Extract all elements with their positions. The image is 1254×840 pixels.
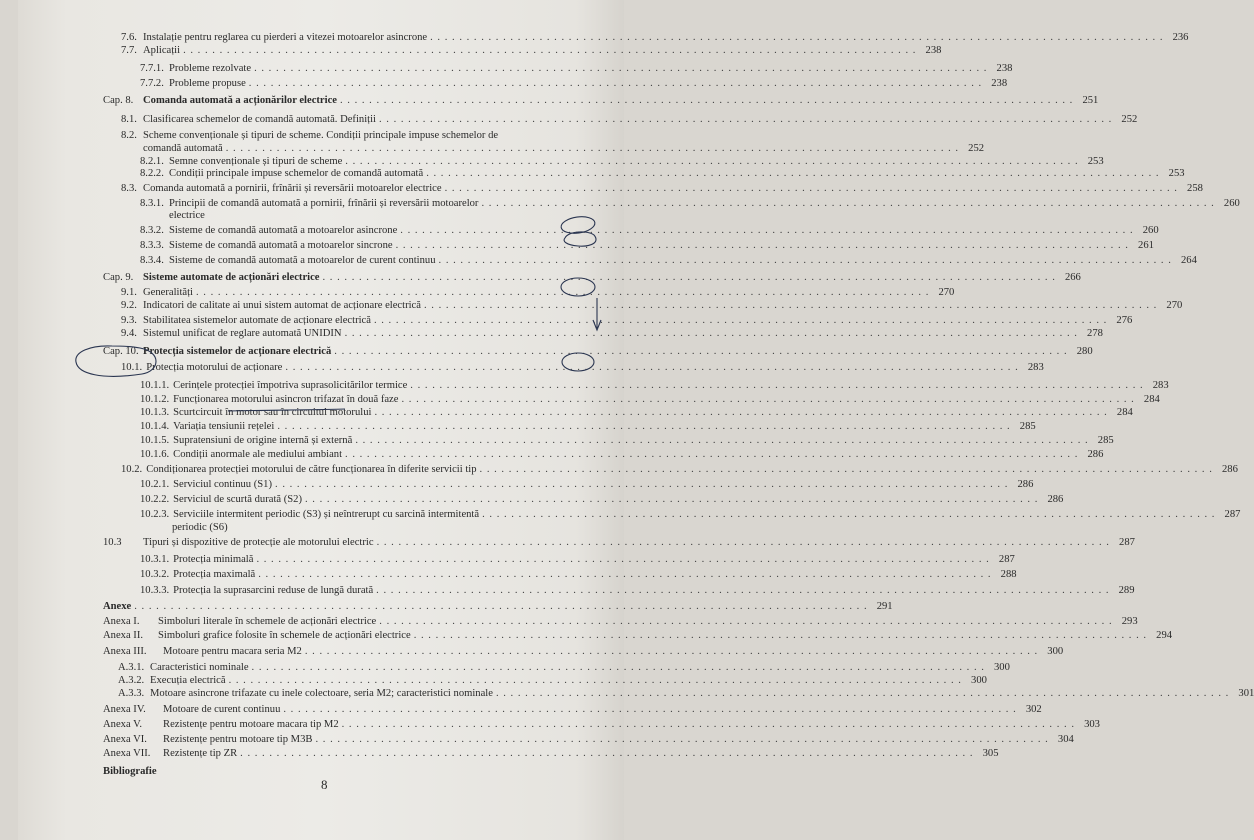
toc-entry (140, 167, 1185, 181)
toc-leader-dots (305, 493, 1038, 507)
toc-entry-title: Motoare pentru macara seria M2 (163, 646, 302, 657)
page-number: 8 (321, 777, 328, 792)
toc-entry-title: Protecția maximală (173, 569, 256, 580)
toc-entry-title: Generalități (143, 287, 193, 298)
toc-entry-number: 9.2. (121, 300, 137, 311)
toc-entry-number: Anexa III. (103, 646, 147, 657)
toc-entry-page: 294 (1156, 630, 1173, 641)
toc-entry (140, 77, 1008, 91)
toc-leader-dots (496, 687, 1229, 701)
toc-entry (103, 271, 1081, 285)
toc-entry-title: Probleme propuse (169, 78, 246, 89)
toc-leader-dots (355, 434, 1088, 448)
toc-entry-number: A.3.3. (118, 688, 145, 699)
toc-entry-number: 10.3.3. (140, 585, 170, 596)
toc-entry-title: Serviciul continuu (S1) (173, 479, 273, 490)
toc-leader-dots (345, 448, 1078, 462)
toc-entry (169, 209, 604, 223)
toc-entry (140, 434, 1114, 448)
toc-entry-page: 270 (938, 287, 955, 298)
toc-entry-number: 7.6. (121, 32, 137, 43)
toc-entry-page: 238 (996, 63, 1013, 74)
toc-entry-number: 7.7.1. (140, 63, 164, 74)
toc-entry-page: 287 (1224, 509, 1241, 520)
toc-entry (121, 314, 1133, 328)
toc-entry-page: 286 (1087, 449, 1104, 460)
toc-entry-number: 8.1. (121, 114, 137, 125)
toc-entry (103, 718, 1100, 732)
toc-leader-dots (401, 393, 1134, 407)
toc-entry-page: 286 (1047, 494, 1064, 505)
toc-leader-dots (256, 553, 989, 567)
toc-entry-page: 300 (1047, 646, 1064, 657)
toc-entry-title: Comanda automată a acționărilor electrice (143, 95, 337, 106)
toc-entry (118, 661, 1010, 675)
toc-entry-title: Supratensiuni de origine internă și externă (173, 435, 353, 446)
toc-leader-dots (258, 568, 991, 582)
toc-entry-page: 260 (1142, 225, 1159, 236)
toc-entry-number: 9.4. (121, 328, 137, 339)
toc-entry (140, 224, 1159, 238)
toc-entry (140, 420, 1036, 434)
toc-entry (140, 254, 1197, 268)
toc-entry-number: 8.3.3. (140, 240, 164, 251)
toc-entry-number: Anexa VII. (103, 748, 151, 759)
toc-entry (140, 379, 1169, 393)
toc-entry-number: Cap. 10. (103, 346, 139, 357)
toc-entry-title: Anexe (103, 601, 132, 612)
toc-leader-dots (374, 406, 1107, 420)
toc-entry-title: Scheme convenționale și tipuri de scheme. Condiții principale impuse schemelor de (143, 130, 499, 141)
toc-entry-title: Comanda automată a pornirii, frînării și reversării motoarelor electrice (143, 183, 442, 194)
toc-entry-number: 8.3.4. (140, 255, 164, 266)
toc-entry (118, 674, 987, 688)
toc-entry-page: 291 (876, 601, 893, 612)
toc-entry-page: 286 (1221, 464, 1238, 475)
toc-leader-dots (379, 113, 1112, 127)
toc-entry-page: 261 (1138, 240, 1154, 251)
toc-entry-title: Indicatori de calitate ai unui sistem automat de acționare electrică (143, 300, 421, 311)
toc-entry (121, 44, 942, 58)
toc-entry-number: Anexa IV. (103, 704, 146, 715)
toc-entry-page: 285 (1019, 421, 1036, 432)
toc-leader-dots (410, 379, 1143, 393)
toc-leader-dots (445, 182, 1178, 196)
toc-leader-dots (396, 239, 1129, 253)
toc-entry-number: 8.2.2. (140, 168, 164, 179)
toc-entry (140, 568, 1017, 582)
toc-entry (121, 286, 955, 300)
toc-entry-number: 10.2. (121, 464, 143, 475)
toc-leader-dots (400, 224, 1133, 238)
toc-entry-title: Stabilitatea sistemelor automate de acționare electrică (143, 315, 371, 326)
toc-entry-title: Execuția electrică (150, 675, 226, 686)
toc-entry-title: Instalație pentru reglarea cu pierderi a vitezei motoarelor asincrone (143, 32, 428, 43)
toc-entry (140, 478, 1034, 492)
toc-entry-title: Aplicații (143, 45, 181, 56)
toc-entry-number: 10.1.5. (140, 435, 170, 446)
toc-leader-dots (254, 62, 987, 76)
toc-entry (140, 239, 1154, 253)
toc-leader-dots (134, 600, 867, 614)
toc-leader-dots (249, 77, 982, 91)
toc-entry-title: Protecția la suprasarcini reduse de lungă durată (173, 585, 374, 596)
toc-entry-page: 293 (1121, 616, 1138, 627)
toc-entry-page: 238 (925, 45, 942, 56)
toc-entry-page: 289 (1118, 585, 1135, 596)
toc-entry-title: electrice (169, 210, 205, 221)
toc-entry-page: 253 (1168, 168, 1185, 179)
toc-entry-number: A.3.1. (118, 662, 145, 673)
toc-leader-dots (183, 44, 916, 58)
toc-entry (140, 62, 1013, 76)
toc-entry-title: comandă automată (143, 143, 223, 154)
toc-entry-number: 8.3.2. (140, 225, 164, 236)
toc-leader-dots (345, 327, 1078, 341)
toc-entry-title: Tipuri și dispozitive de protecție ale motorului electric (143, 537, 374, 548)
toc-leader-dots (315, 733, 1048, 747)
toc-entry-number: 8.3.1. (140, 198, 164, 209)
toc-entry-title: Sisteme de comandă automată a motoarelor de curent continuu (169, 255, 436, 266)
toc-leader-dots (377, 536, 1110, 550)
toc-leader-dots (340, 94, 1073, 108)
toc-entry-number: 10.2.3. (140, 509, 170, 520)
toc-entry (140, 508, 1241, 522)
toc-entry-title: Simboluri literale în schemele de acționări electrice (158, 616, 377, 627)
toc-leader-dots (275, 478, 1008, 492)
toc-leader-dots (376, 584, 1109, 598)
toc-entry-number: Anexa V. (103, 719, 143, 730)
toc-entry-page: 270 (1166, 300, 1183, 311)
toc-entry-title: Serviciul de scurtă durată (S2) (173, 494, 302, 505)
toc-leader-dots (252, 661, 985, 675)
toc-entry-page: 260 (1223, 198, 1240, 209)
toc-entry-title: Motoare asincrone trifazate cu inele colectoare, seria M2; caracteristici nominale (150, 688, 493, 699)
toc-entry-title: Probleme rezolvate (169, 63, 252, 74)
toc-entry-number: 10.1.1. (140, 380, 170, 391)
toc-entry-number: 7.7.2. (140, 78, 164, 89)
toc-entry-page: 300 (971, 675, 987, 686)
toc-entry-page: 287 (998, 554, 1015, 565)
toc-leader-dots (374, 314, 1107, 328)
toc-leader-dots (342, 718, 1075, 732)
toc-entry (103, 615, 1138, 629)
toc-leader-dots (229, 674, 962, 688)
toc-entry-number: Anexa II. (103, 630, 144, 641)
toc-entry-number: Cap. 9. (103, 272, 134, 283)
toc-entry-title: Rezistențe tip ZR (163, 748, 238, 759)
toc-entry (103, 600, 893, 614)
toc-entry-number: 7.7. (121, 45, 137, 56)
toc-leader-dots (379, 615, 1112, 629)
toc-entry (143, 142, 985, 156)
toc-entry-page: 278 (1087, 328, 1103, 339)
toc-leader-dots (277, 420, 1010, 434)
toc-leader-dots (240, 747, 973, 761)
toc-entry-title: Principii de comandă automată a pornirii, frînării și reversării motoarelor (169, 198, 479, 209)
toc-entry (140, 493, 1064, 507)
toc-entry-page: 303 (1084, 719, 1100, 730)
toc-entry-number: 8.2. (121, 130, 137, 141)
toc-entry-number: 10.1.3. (140, 407, 170, 418)
book-page (18, 0, 1254, 840)
toc-leader-dots (482, 508, 1215, 522)
toc-entry-title: Serviciile intermitent periodic (S3) și neîntrerupt cu sarcină intermitentă (173, 509, 480, 520)
toc-entry-title: Sisteme de comandă automată a motoarelor asincrone (169, 225, 398, 236)
toc-entry-title: Rezistențe pentru motoare tip M3B (163, 734, 313, 745)
toc-entry-page: 288 (1000, 569, 1017, 580)
toc-entry-title: Bibliografie (103, 766, 157, 777)
toc-entry (172, 521, 604, 535)
toc-entry-title: Caracteristici nominale (150, 662, 249, 673)
toc-entry (140, 448, 1104, 462)
toc-leader-dots (323, 271, 1056, 285)
toc-entry (121, 361, 1044, 375)
toc-entry-number: Cap. 8. (103, 95, 134, 106)
toc-entry (140, 553, 1015, 567)
toc-entry-page: 252 (1121, 114, 1138, 125)
toc-entry-number: 10.1. (121, 362, 143, 373)
toc-entry-title: Simboluri grafice folosite în schemele de acționări electrice (158, 630, 411, 641)
toc-entry-title: Variația tensiunii rețelei (173, 421, 275, 432)
toc-entry (103, 747, 999, 761)
toc-entry (103, 345, 1093, 359)
toc-entry-page: 266 (1064, 272, 1081, 283)
toc-entry (121, 129, 604, 143)
toc-entry-title: Sistemul unificat de reglare automată UNIDIN (143, 328, 342, 339)
toc-entry (103, 703, 1042, 717)
toc-entry-title: Condiții anormale ale mediului ambiant (173, 449, 343, 460)
toc-entry-title: Condiționarea protecției motorului de către funcționarea în diferite servicii tip (146, 464, 477, 475)
toc-entry-page: 280 (1076, 346, 1093, 357)
toc-entry-page: 301 (1238, 688, 1254, 699)
toc-entry-page: 284 (1143, 394, 1160, 405)
toc-entry-title: Protecția motorului de acționare (146, 362, 283, 373)
toc-entry-number: 10.1.2. (140, 394, 170, 405)
toc-entry (121, 299, 1183, 313)
toc-entry-title: Rezistențe pentru motoare macara tip M2 (163, 719, 339, 730)
toc-entry-page: 302 (1025, 704, 1042, 715)
toc-leader-dots (430, 31, 1163, 45)
toc-entry (121, 463, 1238, 477)
toc-entry-page: 264 (1180, 255, 1197, 266)
toc-entry-title: Semne convenționale și tipuri de scheme (169, 156, 343, 167)
toc-entry-page: 252 (968, 143, 985, 154)
toc-entry (103, 629, 1173, 643)
toc-entry-number: 10.2.1. (140, 479, 170, 490)
toc-entry-title: Funcționarea motorului asincron trifazat în două faze (173, 394, 399, 405)
toc-leader-dots (334, 345, 1067, 359)
toc-entry-number: A.3.2. (118, 675, 145, 686)
toc-entry-number: 8.3. (121, 183, 137, 194)
toc-entry-number: 10.1.6. (140, 449, 170, 460)
toc-entry (103, 733, 1074, 747)
toc-entry-number: 10.1.4. (140, 421, 170, 432)
toc-entry (103, 536, 1135, 550)
toc-entry (118, 687, 1254, 701)
toc-entry (140, 584, 1135, 598)
toc-leader-dots (196, 286, 929, 300)
toc-entry-page: 285 (1097, 435, 1114, 446)
toc-entry-title: Protecția minimală (173, 554, 254, 565)
toc-entry-page: 251 (1082, 95, 1099, 106)
toc-entry-page: 253 (1087, 156, 1104, 167)
toc-entry-number: 10.2.2. (140, 494, 170, 505)
toc-leader-dots (426, 167, 1159, 181)
toc-entry-title: Sisteme de comandă automată a motoarelor sincrone (169, 240, 393, 251)
toc-entry-title: Protecția sistemelor de acționare electrică (143, 346, 332, 357)
toc-entry (103, 765, 604, 779)
toc-entry-page: 304 (1057, 734, 1074, 745)
toc-entry-title: Clasificarea schemelor de comandă automată. Definiții (143, 114, 376, 125)
toc-entry-number: 10.3.2. (140, 569, 170, 580)
toc-leader-dots (283, 703, 1016, 717)
toc-entry-title: Cerințele protecției împotriva suprasolicitărilor termice (173, 380, 408, 391)
toc-entry-title: Condiții principale impuse schemelor de comandă automată (169, 168, 424, 179)
toc-entry (103, 645, 1064, 659)
toc-leader-dots (424, 299, 1157, 313)
toc-entry-number: 10.3 (103, 537, 122, 548)
toc-entry-number: 9.1. (121, 287, 137, 298)
toc-leader-dots (226, 142, 959, 156)
toc-entry-page: 236 (1172, 32, 1189, 43)
toc-entry-title: Scurtcircuit în motor sau în circuitul motorului (173, 407, 372, 418)
toc-leader-dots (439, 254, 1172, 268)
toc-entry-page: 284 (1116, 407, 1133, 418)
toc-entry-number: 9.3. (121, 315, 137, 326)
toc-leader-dots (305, 645, 1038, 659)
toc-entry (140, 406, 1133, 420)
toc-leader-dots (414, 629, 1147, 643)
toc-entry (140, 393, 1160, 407)
toc-entry (121, 182, 1203, 196)
toc-entry-title: periodic (S6) (172, 522, 228, 533)
toc-entry-page: 258 (1187, 183, 1203, 194)
toc-entry-page: 283 (1152, 380, 1169, 391)
toc-entry (121, 31, 1189, 45)
toc-entry-page: 305 (982, 748, 999, 759)
toc-entry-page: 283 (1027, 362, 1044, 373)
toc-entry (121, 327, 1103, 341)
toc-entry (103, 94, 1099, 108)
toc-leader-dots (480, 463, 1213, 477)
toc-entry-page: 286 (1017, 479, 1034, 490)
toc-entry-page: 287 (1119, 537, 1135, 548)
toc-leader-dots (285, 361, 1018, 375)
toc-entry-number: 8.2.1. (140, 156, 164, 167)
toc-entry-page: 238 (991, 78, 1008, 89)
toc-entry-number: 10.3.1. (140, 554, 170, 565)
toc-entry-number: Anexa VI. (103, 734, 147, 745)
toc-entry (121, 113, 1138, 127)
toc-entry-page: 300 (994, 662, 1010, 673)
toc-entry-title: Sisteme automate de acționări electrice (143, 272, 320, 283)
toc-entry-page: 276 (1116, 315, 1133, 326)
toc-entry-number: Anexa I. (103, 616, 140, 627)
toc-entry-title: Motoare de curent continuu (163, 704, 281, 715)
